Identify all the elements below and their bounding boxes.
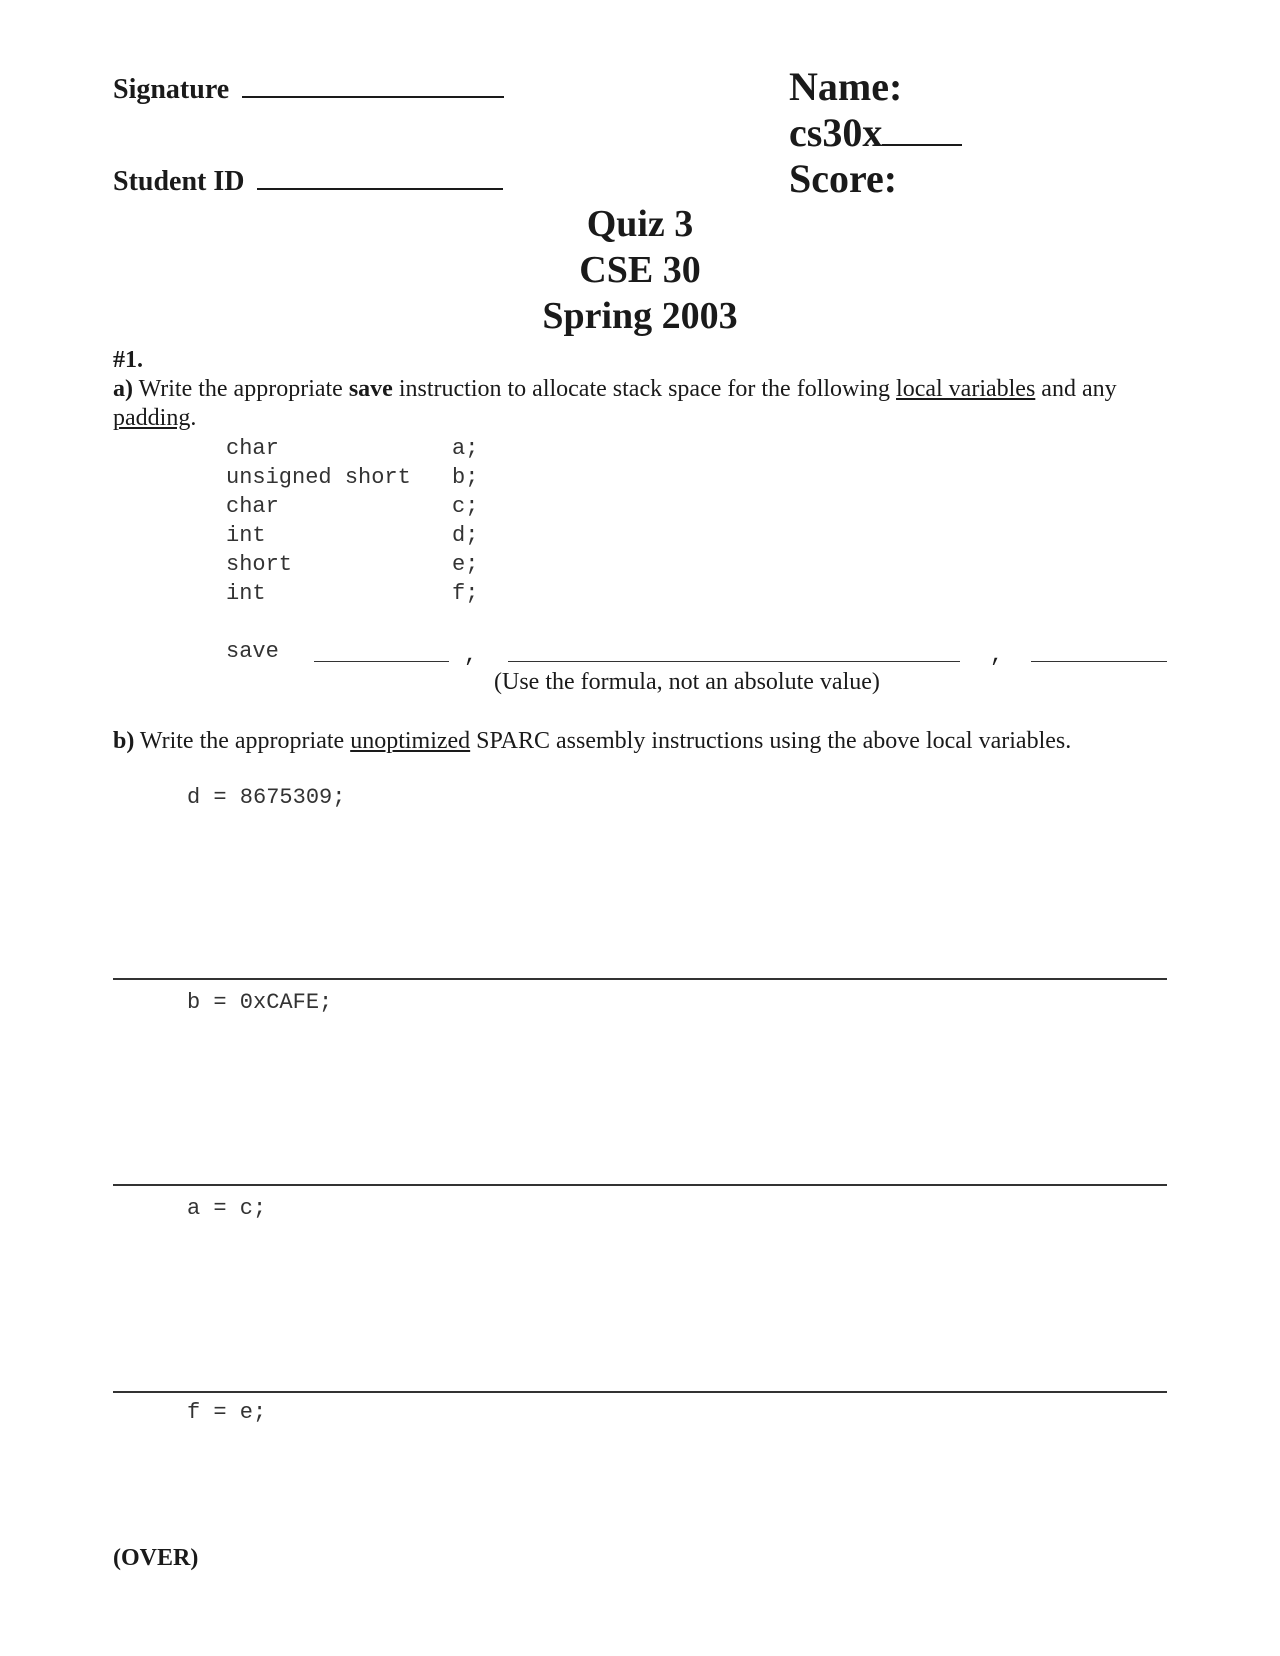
name-field (789, 64, 902, 110)
save-instruction: save (226, 639, 279, 664)
quiz-title: Quiz 3 (586, 203, 694, 245)
declaration-type: int (226, 581, 266, 606)
over-label: (OVER) (113, 1545, 199, 1571)
statement-a: a = c; (187, 1196, 267, 1221)
save-keyword: save (348, 376, 393, 402)
statement-f: f = e; (187, 1400, 267, 1425)
question-number: #1. (113, 347, 143, 373)
declaration-type: char (226, 436, 279, 461)
signature-field (113, 74, 504, 106)
part-a-prompt-line2 (113, 404, 196, 433)
save-comma-1: , (464, 643, 478, 668)
save-blank-3[interactable] (1031, 661, 1167, 662)
part-a-label: a) (113, 376, 133, 402)
student-id-blank[interactable] (257, 166, 503, 190)
declaration-row (226, 492, 478, 521)
local-variables-term: local variables (896, 376, 1036, 402)
login-field (789, 110, 962, 156)
declaration-row (226, 521, 478, 550)
declaration-row (226, 463, 478, 492)
name-label: Name: (789, 64, 903, 109)
answer-divider (113, 1391, 1167, 1393)
signature-blank[interactable] (242, 74, 504, 98)
declaration-var: a; (452, 436, 479, 461)
statement-d: d = 8675309; (187, 785, 346, 810)
answer-divider (113, 1184, 1167, 1186)
part-a-period: . (190, 405, 197, 431)
course-title: CSE 30 (579, 249, 701, 291)
padding-term: padding (113, 405, 191, 431)
declaration-row (226, 550, 478, 579)
unoptimized-term: unoptimized (350, 728, 471, 754)
part-b-text-1: Write the appropriate (134, 728, 351, 754)
formula-hint: (Use the formula, not an absolute value) (494, 669, 880, 695)
declaration-type: char (226, 494, 279, 519)
answer-divider (113, 978, 1167, 980)
student-id-label: Student ID (113, 166, 245, 197)
statement-b: b = 0xCAFE; (187, 990, 333, 1015)
declaration-var: d; (452, 523, 479, 548)
declaration-type: unsigned short (226, 465, 411, 490)
save-blank-1[interactable] (314, 661, 449, 662)
declaration-list (226, 434, 478, 608)
part-a-text-3: and any (1035, 376, 1117, 402)
part-a-text-1: Write the appropriate (133, 376, 349, 402)
part-a-text-2: instruction to allocate stack space for the following (392, 376, 897, 402)
term-title: Spring 2003 (542, 295, 738, 337)
declaration-var: c; (452, 494, 479, 519)
declaration-row (226, 579, 478, 608)
score-label: Score: (789, 156, 898, 201)
part-a-prompt (113, 375, 1173, 404)
login-prefix: cs30x (789, 110, 883, 155)
student-id-field (113, 166, 503, 198)
declaration-row (226, 434, 478, 463)
save-comma-2: , (990, 643, 1004, 668)
part-b-label: b) (113, 728, 135, 754)
save-blank-2[interactable] (508, 661, 960, 662)
part-b-text-2: SPARC assembly instructions using the above local variables. (470, 728, 1072, 754)
declaration-var: b; (452, 465, 479, 490)
signature-label: Signature (113, 74, 230, 105)
part-b-prompt (113, 727, 1193, 756)
declaration-var: f; (452, 581, 479, 606)
score-field (789, 156, 897, 202)
login-blank[interactable] (882, 120, 962, 146)
declaration-type: short (226, 552, 293, 577)
declaration-type: int (226, 523, 266, 548)
declaration-var: e; (452, 552, 479, 577)
